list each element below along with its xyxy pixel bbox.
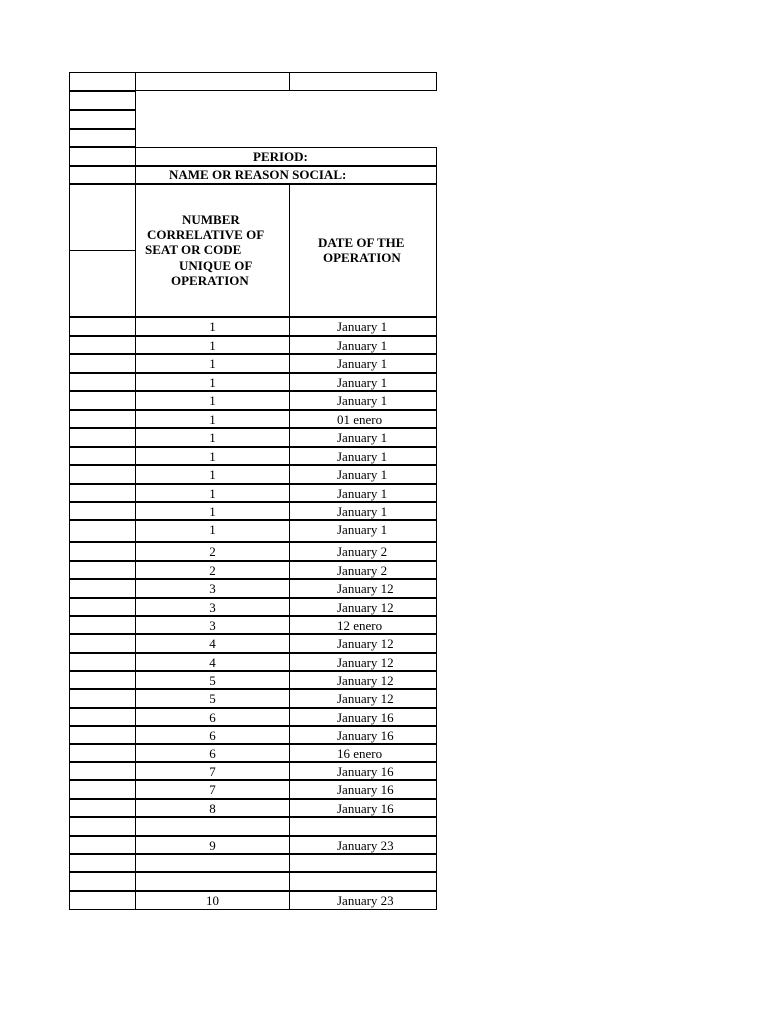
operation-number: 1 [209,319,216,334]
number-cell[interactable] [135,726,290,744]
date-cell[interactable] [289,726,437,744]
date-cell[interactable] [289,689,437,708]
row-index-cell[interactable] [69,447,136,465]
operation-date: January 1 [337,393,388,408]
operation-number: 1 [209,467,216,482]
name-label: NAME OR REASON SOCIAL: [169,167,347,182]
date-cell[interactable] [289,653,437,671]
row-index-cell[interactable] [69,336,136,354]
table-row [70,337,438,355]
operation-number: 4 [209,655,216,670]
operation-date: January 1 [337,319,388,334]
date-cell[interactable] [289,854,437,872]
table-row [70,92,438,111]
number-cell[interactable] [135,854,290,872]
number-cell[interactable] [135,520,290,542]
number-cell[interactable] [135,428,290,447]
row-index-cell[interactable] [69,373,136,391]
number-cell[interactable] [135,447,290,465]
operation-date: January 2 [337,544,388,559]
operation-number: 10 [206,893,219,908]
table-row [70,745,438,763]
row-index-cell[interactable] [69,708,136,726]
operation-number: 1 [209,504,216,519]
date-cell[interactable] [289,410,437,428]
operation-date: January 12 [337,673,394,688]
date-cell[interactable] [289,465,437,484]
date-cell[interactable] [289,799,437,817]
table-row [70,635,438,654]
operation-date: January 1 [337,467,388,482]
operation-number: 3 [209,618,216,633]
number-cell[interactable] [135,671,290,689]
date-column-header[interactable] [289,184,437,317]
date-cell[interactable] [289,780,437,799]
date-cell[interactable] [289,447,437,465]
date-cell[interactable] [289,484,437,502]
number-header-line: CORRELATIVE OF [147,227,265,242]
operation-date: January 1 [337,522,388,537]
number-cell[interactable] [135,653,290,671]
date-cell[interactable] [289,317,437,336]
number-cell[interactable] [135,780,290,799]
empty-cell[interactable] [69,72,136,91]
table-row [70,543,438,562]
date-cell[interactable] [289,542,437,561]
row-index-cell[interactable] [69,891,136,910]
row-index-cell[interactable] [69,317,136,336]
operation-number: 6 [209,746,216,761]
number-cell[interactable] [135,317,290,336]
row-index-cell[interactable] [69,634,136,653]
operation-number: 3 [209,600,216,615]
operation-number: 7 [209,764,216,779]
table-row [70,355,438,374]
table-row [70,429,438,448]
table-row [70,709,438,727]
row-index-cell[interactable] [69,726,136,744]
row-index-cell[interactable] [69,598,136,616]
operation-number: 1 [209,522,216,537]
table-row [70,818,438,837]
number-cell[interactable] [135,336,290,354]
operation-number: 7 [209,782,216,797]
empty-cell[interactable] [135,72,290,91]
empty-cell[interactable] [289,72,437,91]
number-header-line: NUMBER [182,212,240,227]
number-cell[interactable] [135,542,290,561]
table-row [70,392,438,411]
date-cell[interactable] [289,616,437,634]
row-index-cell[interactable] [69,410,136,428]
number-cell[interactable] [135,872,290,891]
number-cell[interactable] [135,484,290,502]
table-row [70,800,438,818]
row-index-cell[interactable] [69,428,136,447]
number-cell[interactable] [135,891,290,910]
number-cell[interactable] [135,744,290,762]
number-cell[interactable] [135,836,290,854]
table-row [70,892,438,911]
operation-date: January 12 [337,600,394,615]
column-header-row [70,185,438,318]
table-row [70,562,438,580]
table-row [70,466,438,485]
number-cell[interactable] [135,762,290,780]
date-cell[interactable] [289,671,437,689]
operation-date: 12 enero [337,618,383,633]
table-row [70,318,438,337]
date-cell[interactable] [289,428,437,447]
empty-cell[interactable] [69,250,136,317]
number-cell[interactable] [135,708,290,726]
operation-number: 2 [209,544,216,559]
table-top-row [70,73,438,92]
empty-cell[interactable] [69,110,136,129]
operation-date: January 12 [337,691,394,706]
table-row [70,374,438,392]
number-header-line: OPERATION [171,273,249,288]
date-cell[interactable] [289,561,437,579]
table-row [70,580,438,599]
number-header-line: SEAT OR CODE [145,242,242,257]
number-cell[interactable] [135,373,290,391]
row-index-cell[interactable] [69,817,136,836]
operation-number: 5 [209,691,216,706]
operation-number: 5 [209,673,216,688]
operation-number: 1 [209,449,216,464]
operation-date: January 16 [337,710,394,725]
row-index-cell[interactable] [69,561,136,579]
operation-date: January 1 [337,356,388,371]
date-cell[interactable] [289,502,437,520]
operation-date: January 1 [337,504,388,519]
table-row [70,781,438,800]
operation-number: 8 [209,801,216,816]
operation-date: January 12 [337,636,394,651]
date-cell[interactable] [289,391,437,410]
period-label: PERIOD: [253,149,308,164]
operation-date: January 16 [337,764,394,779]
row-index-cell[interactable] [69,854,136,872]
table-row [70,763,438,781]
date-cell[interactable] [289,336,437,354]
operations-register-table [70,73,438,911]
number-cell[interactable] [135,410,290,428]
operation-number: 1 [209,393,216,408]
row-index-cell[interactable] [69,671,136,689]
table-row [70,503,438,521]
row-index-cell[interactable] [69,689,136,708]
number-cell[interactable] [135,354,290,373]
operation-number: 2 [209,563,216,578]
number-cell[interactable] [135,598,290,616]
operation-number: 1 [209,356,216,371]
date-cell[interactable] [289,817,437,836]
row-index-cell[interactable] [69,465,136,484]
operation-number: 1 [209,486,216,501]
operation-date: January 16 [337,801,394,816]
operation-date: 16 enero [337,746,383,761]
table-row [70,411,438,429]
operation-date: January 2 [337,563,388,578]
row-index-cell[interactable] [69,502,136,520]
row-index-cell[interactable] [69,799,136,817]
number-cell[interactable] [135,689,290,708]
operation-number: 1 [209,375,216,390]
table-row [70,521,438,543]
table-row [70,690,438,709]
date-cell[interactable] [289,634,437,653]
operation-date: January 16 [337,782,394,797]
row-index-cell[interactable] [69,354,136,373]
period-row [70,148,438,167]
table-row [70,654,438,672]
date-cell[interactable] [289,579,437,598]
operation-number: 1 [209,430,216,445]
operation-date: January 12 [337,655,394,670]
number-cell[interactable] [135,502,290,520]
empty-cell[interactable] [69,166,136,184]
table-row [70,111,438,130]
date-cell[interactable] [289,872,437,891]
row-index-cell[interactable] [69,520,136,542]
row-index-cell[interactable] [69,836,136,854]
number-cell[interactable] [135,799,290,817]
empty-cell[interactable] [69,91,136,110]
row-index-cell[interactable] [69,579,136,598]
operation-date: January 1 [337,486,388,501]
empty-cell[interactable] [69,129,136,147]
number-cell[interactable] [135,817,290,836]
row-index-cell[interactable] [69,872,136,891]
date-cell[interactable] [289,708,437,726]
table-body [70,318,438,911]
table-row [70,873,438,892]
table-row [70,855,438,873]
operation-date: January 1 [337,430,388,445]
row-index-cell[interactable] [69,391,136,410]
period-cell[interactable] [135,147,437,166]
operation-number: 1 [209,338,216,353]
table-row [70,727,438,745]
table-row [70,672,438,690]
date-cell[interactable] [289,762,437,780]
operation-number: 3 [209,581,216,596]
row-index-cell[interactable] [69,484,136,502]
date-cell[interactable] [289,520,437,542]
number-cell[interactable] [135,561,290,579]
number-cell[interactable] [135,634,290,653]
operation-date: January 23 [337,893,394,908]
date-header-line: OPERATION [323,250,401,265]
operation-date: 01 enero [337,412,383,427]
operation-date: January 1 [337,449,388,464]
date-cell[interactable] [289,744,437,762]
table-row [70,448,438,466]
date-cell[interactable] [289,836,437,854]
operation-number: 4 [209,636,216,651]
row-index-cell[interactable] [69,616,136,634]
empty-cell[interactable] [69,147,136,166]
row-index-cell[interactable] [69,780,136,799]
empty-cell[interactable] [69,184,136,251]
table-row [70,599,438,617]
operation-date: January 23 [337,838,394,853]
operation-date: January 1 [337,375,388,390]
operation-date: January 1 [337,338,388,353]
number-cell[interactable] [135,391,290,410]
name-cell[interactable] [135,166,437,184]
table-row [70,130,438,148]
name-row [70,167,438,185]
operation-number: 9 [209,838,216,853]
number-column-header[interactable] [135,184,290,317]
number-cell[interactable] [135,616,290,634]
number-header-line: UNIQUE OF [179,258,253,273]
operation-number: 6 [209,710,216,725]
number-cell[interactable] [135,465,290,484]
operation-number: 1 [209,412,216,427]
date-header-line: DATE OF THE [318,235,405,250]
table-row [70,837,438,855]
operation-number: 6 [209,728,216,743]
table-row [70,485,438,503]
number-cell[interactable] [135,579,290,598]
row-index-cell[interactable] [69,744,136,762]
date-cell[interactable] [289,891,437,910]
table-row [70,617,438,635]
date-cell[interactable] [289,598,437,616]
row-index-cell[interactable] [69,762,136,780]
operation-date: January 12 [337,581,394,596]
row-index-cell[interactable] [69,542,136,561]
row-index-cell[interactable] [69,653,136,671]
date-cell[interactable] [289,354,437,373]
operation-date: January 16 [337,728,394,743]
date-cell[interactable] [289,373,437,391]
